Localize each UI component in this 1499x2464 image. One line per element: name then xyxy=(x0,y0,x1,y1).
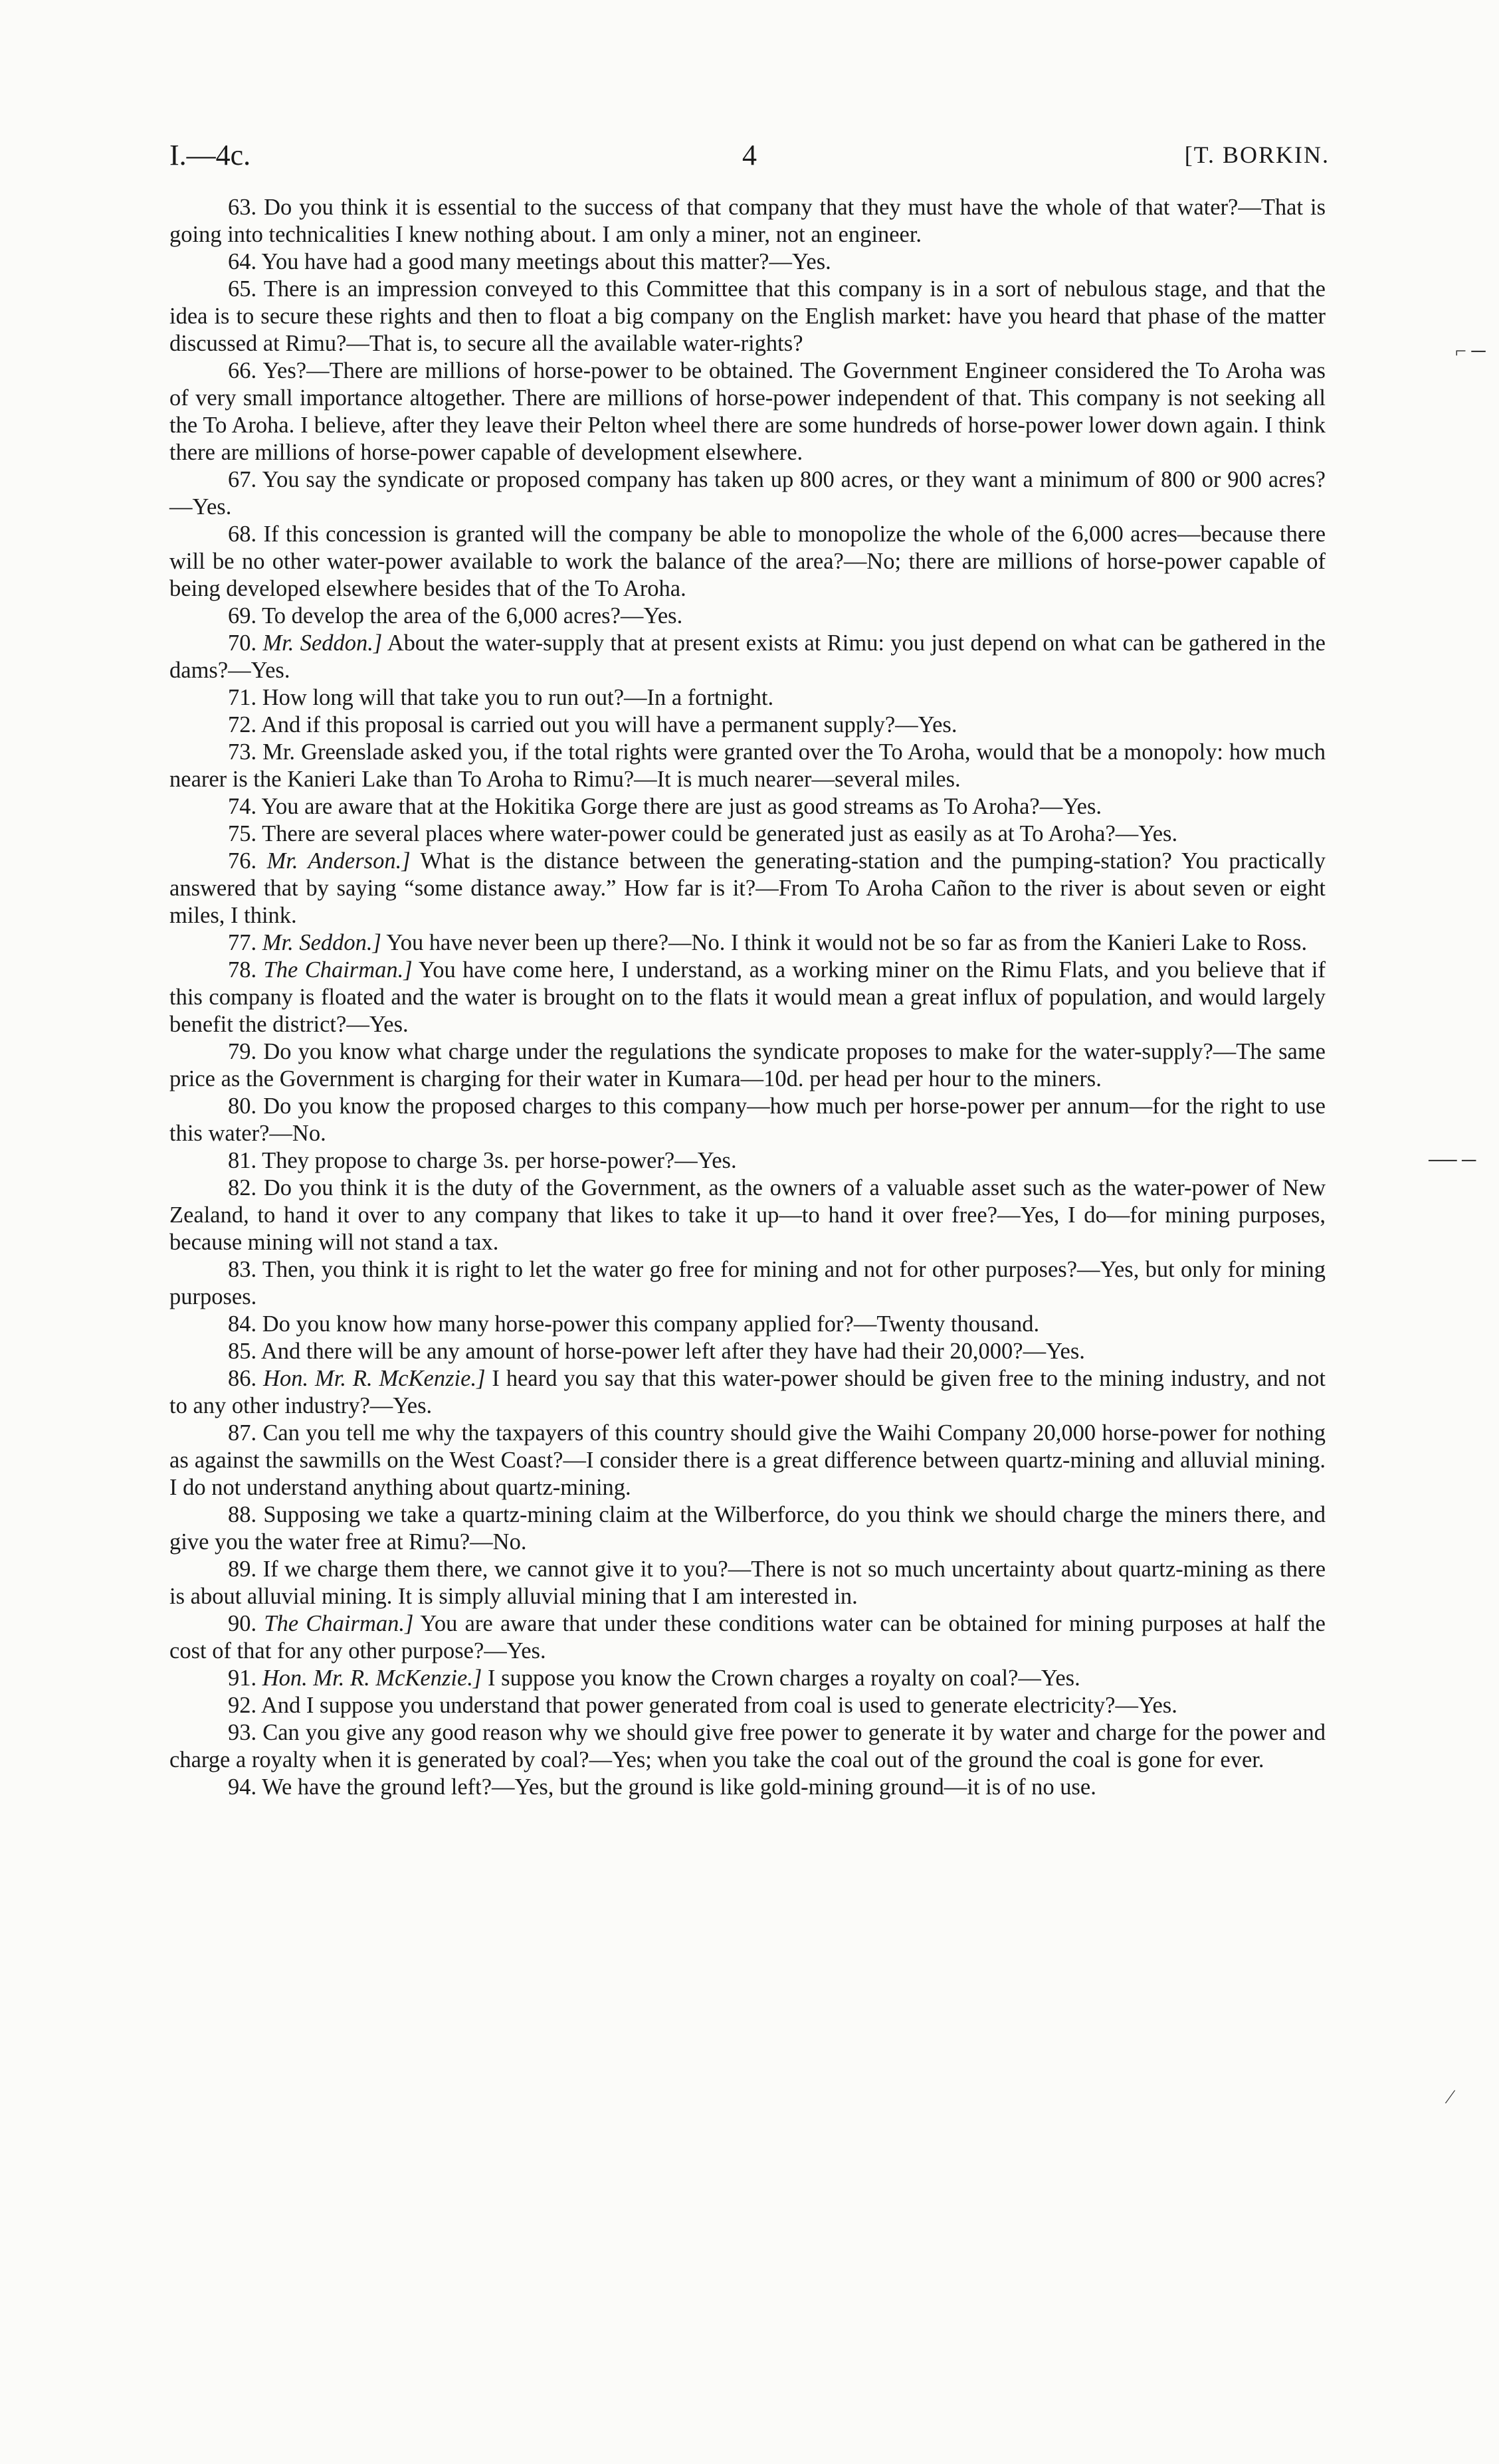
question-text: If we charge them there, we cannot give it to you?—There is not so much uncertainty about quartz-mining as there is about alluvial mining. It is simply alluvial mining that I am interested in. xyxy=(169,1557,1326,1609)
question-number: 71. xyxy=(228,685,257,710)
question-paragraph xyxy=(169,957,1326,1038)
question-text: You say the syndicate or proposed company has taken up 800 acres, or they want a minimum of 800 or 900 acres?—Yes. xyxy=(169,467,1326,520)
speaker-name: Mr. Anderson.] xyxy=(266,848,411,874)
question-number: 80. xyxy=(228,1093,257,1119)
question-paragraph xyxy=(169,194,1326,248)
margin-mark: ⁄ xyxy=(1449,2086,1452,2108)
page-number: 4 xyxy=(742,139,757,171)
question-paragraph xyxy=(169,1556,1326,1610)
question-text: You are aware that under these conditions water can be obtained for mining purposes at half the cost of that for any other purpose?—Yes. xyxy=(169,1611,1326,1663)
question-text: You have come here, I understand, as a working miner on the Rimu Flats, and you believe that if this company is floated and the water is brought on to the flats it would mean a great influx of population, and would largely benefit the district?—Yes. xyxy=(169,957,1326,1037)
question-text: They propose to charge 3s. per horse-power?—Yes. xyxy=(262,1148,737,1173)
speaker-name: Hon. Mr. R. McKenzie.] xyxy=(263,1366,486,1391)
question-paragraph xyxy=(169,1365,1326,1420)
question-paragraph xyxy=(169,684,1326,711)
question-text: You are aware that at the Hokitika Gorge there are just as good streams as To Aroha?—Yes. xyxy=(261,794,1102,819)
question-paragraph xyxy=(169,1420,1326,1501)
question-paragraph xyxy=(169,1610,1326,1665)
question-paragraph xyxy=(169,1692,1326,1719)
question-paragraph xyxy=(169,276,1326,357)
question-text: You have never been up there?—No. I think it would not be so far as from the Kanieri Lake to Ross. xyxy=(386,930,1308,955)
question-paragraph xyxy=(169,711,1326,739)
margin-mark: ⌐ ─ xyxy=(1455,340,1486,362)
question-number: 63. xyxy=(228,195,257,220)
question-number: 93. xyxy=(228,1720,257,1745)
question-text: And there will be any amount of horse-power left after they have had their 20,000?—Yes. xyxy=(260,1339,1085,1364)
question-number: 83. xyxy=(228,1257,257,1282)
question-paragraph xyxy=(169,848,1326,929)
question-text: Then, you think it is right to let the water go free for mining and not for other purposes?—Yes, but only for mining purposes. xyxy=(169,1257,1326,1309)
question-text: Do you think it is the duty of the Government, as the owners of a valuable asset such as the water-power of New Zealand, to hand it over to any company that likes to take it up—to hand it over free?—Yes, I do—for mining purposes, because mining will not stand a tax. xyxy=(169,1175,1326,1255)
question-number: 65. xyxy=(228,276,257,302)
question-paragraph xyxy=(169,739,1326,793)
speaker-name: Mr. Seddon.] xyxy=(262,930,381,955)
question-number: 75. xyxy=(228,821,257,846)
question-number: 92. xyxy=(228,1693,257,1718)
question-text: Mr. Greenslade asked you, if the total rights were granted over the To Aroha, would that be a monopoly: how much nearer is the Kanieri Lake than To Aroha to Rimu?—It is much nearer—several miles. xyxy=(169,739,1326,792)
question-number: 76. xyxy=(228,848,257,874)
question-text: And if this proposal is carried out you will have a permanent supply?—Yes. xyxy=(260,712,957,737)
evidence-text xyxy=(169,194,1326,1801)
question-text: Do you know how many horse-power this company applied for?—Twenty thousand. xyxy=(262,1311,1040,1337)
question-paragraph xyxy=(169,793,1326,820)
question-paragraph xyxy=(169,1774,1326,1801)
question-paragraph xyxy=(169,630,1326,684)
question-text: To develop the area of the 6,000 acres?—Yes. xyxy=(262,603,683,628)
question-text: About the water-supply that at present exists at Rimu: you just depend on what can be gathered in the dams?—Yes. xyxy=(169,630,1326,683)
question-text: Do you think it is essential to the success of that company that they must have the whole of that water?—That is going into technicalities I knew nothing about. I am only a miner, not an engineer. xyxy=(169,195,1326,247)
question-text: You have had a good many meetings about this matter?—Yes. xyxy=(261,249,831,274)
question-text: Can you give any good reason why we should give free power to generate it by water and charge for the power and charge a royalty when it is generated by coal?—Yes; when you take the coal out of the ground the coal is gone for ever. xyxy=(169,1720,1326,1772)
question-number: 72. xyxy=(228,712,257,737)
margin-mark: ── ─ xyxy=(1429,1149,1476,1171)
question-text: We have the ground left?—Yes, but the ground is like gold-mining ground—it is of no use. xyxy=(262,1774,1096,1800)
question-paragraph xyxy=(169,1038,1326,1093)
question-number: 81. xyxy=(228,1148,257,1173)
speaker-name: The Chairman.] xyxy=(264,1611,414,1636)
question-text: I suppose you know the Crown charges a royalty on coal?—Yes. xyxy=(487,1665,1080,1691)
question-number: 94. xyxy=(228,1774,257,1800)
question-paragraph xyxy=(169,521,1326,603)
question-text: Supposing we take a quartz-mining claim at the Wilberforce, do you think we should charge the miners there, and give you the water free at Rimu?—No. xyxy=(169,1502,1326,1555)
question-text: Can you tell me why the taxpayers of this country should give the Waihi Company 20,000 horse-power for nothing as against the sawmills on the West Coast?—I consider there is a great difference between quartz-mining and alluvial mining. I do not understand anything about quartz-mining. xyxy=(169,1420,1326,1500)
question-number: 89. xyxy=(228,1557,257,1582)
question-paragraph xyxy=(169,248,1326,276)
question-number: 85. xyxy=(228,1339,257,1364)
question-number: 90. xyxy=(228,1611,257,1636)
question-number: 87. xyxy=(228,1420,257,1446)
question-text: And I suppose you understand that power generated from coal is used to generate electricity?—Yes. xyxy=(260,1693,1177,1718)
question-text: Do you know what charge under the regulations the syndicate proposes to make for the water-supply?—The same price as the Government is charging for their water in Kumara—10d. per head per hour to the miners. xyxy=(169,1039,1326,1091)
question-number: 91. xyxy=(228,1665,257,1691)
question-paragraph xyxy=(169,820,1326,848)
question-paragraph xyxy=(169,466,1326,521)
question-number: 67. xyxy=(228,467,257,492)
question-number: 68. xyxy=(228,521,257,547)
question-number: 64. xyxy=(228,249,257,274)
witness-name: [T. BORKIN. xyxy=(1184,142,1330,168)
speaker-name: Hon. Mr. R. McKenzie.] xyxy=(262,1665,482,1691)
page-header xyxy=(169,138,1330,178)
question-text: Yes?—There are millions of horse-power to be obtained. The Government Engineer considered the To Aroha was of very small importance altogether. There are millions of horse-power independent of that. This company is not seeking all the To Aroha. I believe, after they leave their Pelton wheel there are some hundreds of horse-power lower down again. I think there are millions of horse-power capable of development elsewhere. xyxy=(169,358,1326,465)
question-paragraph xyxy=(169,357,1326,466)
question-number: 73. xyxy=(228,739,257,765)
question-number: 66. xyxy=(228,358,257,383)
question-number: 79. xyxy=(228,1039,257,1064)
question-paragraph xyxy=(169,1256,1326,1311)
question-number: 70. xyxy=(228,630,257,656)
question-text: Do you know the proposed charges to this company—how much per horse-power per annum—for the right to use this water?—No. xyxy=(169,1093,1326,1146)
question-paragraph xyxy=(169,929,1326,957)
question-number: 82. xyxy=(228,1175,257,1200)
question-paragraph xyxy=(169,1175,1326,1256)
question-paragraph xyxy=(169,1665,1326,1692)
question-text: How long will that take you to run out?—In a fortnight. xyxy=(262,685,774,710)
question-paragraph xyxy=(169,1147,1326,1175)
question-number: 78. xyxy=(228,957,257,983)
question-number: 86. xyxy=(228,1366,257,1391)
question-number: 74. xyxy=(228,794,257,819)
question-paragraph xyxy=(169,1311,1326,1338)
question-text: If this concession is granted will the company be able to monopolize the whole of the 6,000 acres—because there will be no other water-power available to work the balance of the area?—No; there are millions of horse-power capable of being developed elsewhere besides that of the To Aroha. xyxy=(169,521,1326,601)
question-number: 69. xyxy=(228,603,257,628)
question-text: I heard you say that this water-power should be given free to the mining industry, and not to any other industry?—Yes. xyxy=(169,1366,1326,1418)
question-text: What is the distance between the generating-station and the pumping-station? You practically answered that by saying “some distance away.” How far is it?—From To Aroha Cañon to the river is about seven or eight miles, I think. xyxy=(169,848,1326,928)
question-paragraph xyxy=(169,1719,1326,1774)
question-paragraph xyxy=(169,603,1326,630)
document-reference: I.—4c. xyxy=(169,139,251,171)
speaker-name: Mr. Seddon.] xyxy=(262,630,383,656)
question-number: 88. xyxy=(228,1502,257,1527)
question-text: There is an impression conveyed to this Committee that this company is in a sort of nebulous stage, and that the idea is to secure these rights and then to float a big company on the English market: have you heard that phase of the matter discussed at Rimu?—That is, to secure all the available water-rights? xyxy=(169,276,1326,356)
question-paragraph xyxy=(169,1338,1326,1365)
question-number: 77. xyxy=(228,930,257,955)
question-text: There are several places where water-power could be generated just as easily as at To Aroha?—Yes. xyxy=(262,821,1178,846)
question-paragraph xyxy=(169,1501,1326,1556)
question-number: 84. xyxy=(228,1311,257,1337)
question-paragraph xyxy=(169,1093,1326,1147)
speaker-name: The Chairman.] xyxy=(263,957,413,983)
